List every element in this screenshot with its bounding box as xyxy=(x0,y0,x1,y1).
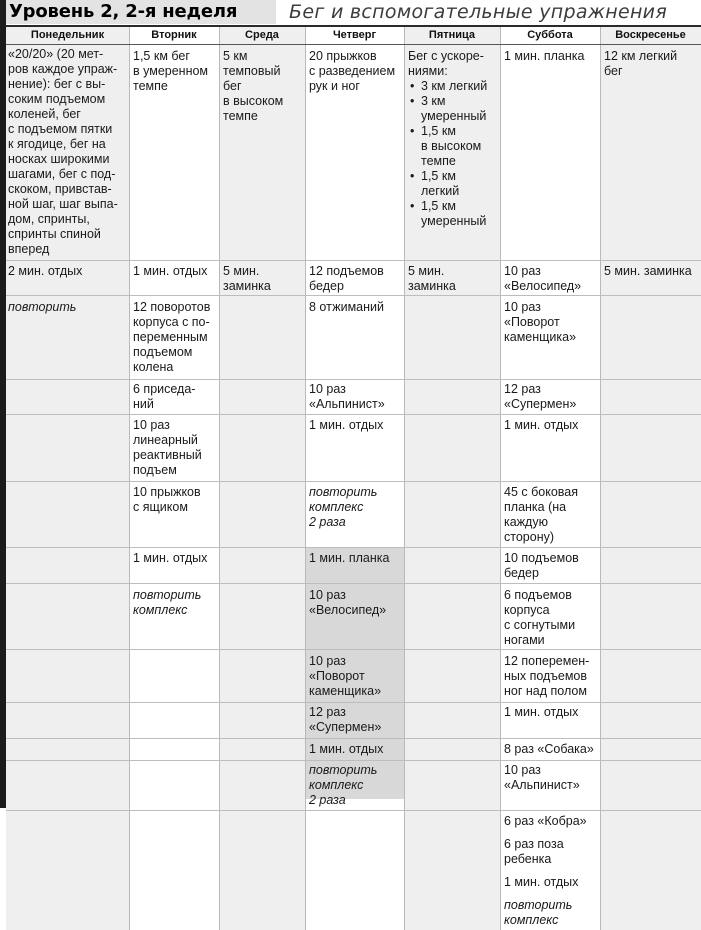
cell-line: 8 отжиманий xyxy=(309,300,384,314)
sat-rest-2 xyxy=(504,705,578,720)
cell-line: 20 прыжков xyxy=(309,49,377,63)
sat-knee-raises xyxy=(504,551,579,581)
column-separator xyxy=(129,27,130,930)
cell-line: планка (на xyxy=(504,500,567,514)
tue-squats xyxy=(133,382,195,412)
cell-line: темповый xyxy=(223,64,281,78)
cell-line: носках широкими xyxy=(8,152,110,166)
cell-line: 10 прыжков xyxy=(133,485,201,499)
cell-line: повторить xyxy=(309,485,378,499)
sat-child-pose xyxy=(504,837,564,867)
cell-line: 12 км легкий xyxy=(604,49,678,63)
sat-rest-3 xyxy=(504,875,578,890)
cell-line: переменным xyxy=(133,330,208,344)
wed-tempo-run xyxy=(223,49,283,124)
cell-line: 5 км xyxy=(223,49,248,63)
cell-line: дом, спринты, xyxy=(8,212,90,226)
header-underline xyxy=(6,44,701,45)
cell-line: каждую xyxy=(504,515,548,529)
cell-line: 1 мин. отдых xyxy=(309,742,384,756)
wed-cooldown xyxy=(223,264,271,294)
row-separator xyxy=(6,649,701,650)
row-separator xyxy=(6,583,701,584)
cell-line: 6 раз «Кобра» xyxy=(504,814,587,828)
page-subtitle: Бег и вспомогательные упражнения xyxy=(289,1,668,23)
thu-pushups xyxy=(309,300,384,315)
cell-line: с согнутыми xyxy=(504,618,576,632)
sat-crunches xyxy=(504,588,575,648)
column-separator xyxy=(500,27,501,930)
cell-line: 45 с боковая xyxy=(504,485,578,499)
bullet-dot-icon: • xyxy=(410,94,415,108)
row-separator xyxy=(6,810,701,811)
tue-rest-1 xyxy=(133,264,207,279)
cell-line: колена xyxy=(133,360,174,374)
sat-bicycle xyxy=(504,264,581,294)
cell-line: коленей, бег xyxy=(8,107,81,121)
cell-line: ний xyxy=(133,397,154,411)
cell-line: ног над полом xyxy=(504,684,587,698)
cell-line: комплекс xyxy=(309,778,364,792)
thu-rest-1 xyxy=(309,418,383,433)
fri-cooldown xyxy=(408,264,456,294)
day-header-sun: Воскресенье xyxy=(615,29,686,41)
bullet-dot-icon: • xyxy=(410,199,415,213)
fri-interval-line: 1,5 км xyxy=(421,199,456,213)
row-separator xyxy=(6,702,701,703)
sat-repeat-note xyxy=(504,898,572,928)
cell-line: 12 поворотов xyxy=(133,300,211,314)
cell-line: ров каждое упраж- xyxy=(8,62,118,76)
tue-rest-2 xyxy=(133,551,207,566)
thu-superman xyxy=(309,705,381,735)
cell-line: «Велосипед» xyxy=(309,603,387,617)
cell-line: 10 раз xyxy=(309,588,346,602)
sat-dog xyxy=(504,742,594,757)
cell-line: комплекс xyxy=(504,913,559,927)
cell-line: с разведением xyxy=(309,64,396,78)
cell-line: повторить xyxy=(309,763,378,777)
row-separator xyxy=(6,481,701,482)
cell-line: бег xyxy=(223,79,242,93)
thu-bicycle xyxy=(309,588,386,618)
cell-line: соким подъемом xyxy=(8,92,106,106)
cell-line: «Альпинист» xyxy=(309,397,385,411)
bullet-dot-icon: • xyxy=(410,169,415,183)
cell-line: 10 раз xyxy=(504,300,541,314)
sat-rest-1 xyxy=(504,418,578,433)
cell-line: 1 мин. отдых xyxy=(504,875,579,889)
thu-repeat-note-1 xyxy=(309,485,377,530)
row-separator xyxy=(6,295,701,296)
cell-line: 5 мин. заминка xyxy=(604,264,692,278)
cell-line: 1 мин. планка xyxy=(504,49,585,63)
cell-line: 10 раз xyxy=(309,654,346,668)
cell-line: каменщика» xyxy=(309,684,382,698)
cell-line: 6 подъемов xyxy=(504,588,572,602)
cell-line: каменщика» xyxy=(504,330,577,344)
thu-repeat-note-2 xyxy=(309,763,377,808)
mon-rest xyxy=(8,264,82,279)
fri-interval-line: легкий xyxy=(421,184,460,198)
column-bg-sat xyxy=(500,27,600,930)
cell-line: 10 раз xyxy=(133,418,170,432)
cell-line: заминка xyxy=(223,279,271,293)
row-separator xyxy=(6,414,701,415)
column-bg-tue xyxy=(129,27,219,930)
thu-plank xyxy=(309,551,389,566)
cell-line: 2 раза xyxy=(309,515,346,529)
row-separator xyxy=(6,260,701,261)
sat-mason-twist xyxy=(504,300,576,345)
cell-line: повторить xyxy=(133,588,202,602)
column-separator xyxy=(600,27,601,930)
bullet-dot-icon: • xyxy=(410,79,415,93)
cell-line: бедер xyxy=(309,279,344,293)
thu-mason-twist xyxy=(309,654,381,699)
cell-line: 1 мин. отдых xyxy=(504,418,579,432)
row-separator xyxy=(6,547,701,548)
column-separator xyxy=(219,27,220,930)
cell-line: 8 раз «Собака» xyxy=(504,742,594,756)
cell-line: 2 раза xyxy=(309,793,346,807)
cell-line: спринты спиной xyxy=(8,227,101,241)
thu-rest-2 xyxy=(309,742,383,757)
column-separator xyxy=(404,27,405,930)
tue-box-jumps xyxy=(133,485,201,515)
fri-interval-line: 3 км xyxy=(421,94,446,108)
cell-line: линеарный xyxy=(133,433,198,447)
cell-line: комплекс xyxy=(309,500,364,514)
mon-repeat-note xyxy=(8,300,76,315)
cell-line: вперед xyxy=(8,242,50,256)
cell-line: «20/20» (20 мет- xyxy=(8,47,104,61)
cell-line: комплекс xyxy=(133,603,188,617)
cell-line: сторону) xyxy=(504,530,555,544)
cell-line: к ягодице, бег на xyxy=(8,137,106,151)
cell-line: 1 мин. отдых xyxy=(133,264,208,278)
fri-interval-line: 1,5 км xyxy=(421,169,456,183)
page-title: Уровень 2, 2-я неделя xyxy=(9,1,238,22)
cell-line: 1 мин. отдых xyxy=(309,418,384,432)
sat-side-plank xyxy=(504,485,578,545)
cell-line: 12 раз xyxy=(504,382,541,396)
sat-plank xyxy=(504,49,584,64)
cell-line: корпуса с по- xyxy=(133,315,210,329)
fri-interval-line: в высоком xyxy=(421,139,482,153)
cell-line: 1 мин. отдых xyxy=(133,551,208,565)
cell-line: бедер xyxy=(504,566,539,580)
cell-line: реактивный xyxy=(133,448,202,462)
cell-line: «Поворот xyxy=(309,669,365,683)
tue-run xyxy=(133,49,208,94)
sat-cobra xyxy=(504,814,587,829)
page-header xyxy=(6,0,701,24)
day-header-sat: Суббота xyxy=(527,29,573,41)
row-separator xyxy=(6,379,701,380)
cell-line: ребенка xyxy=(504,852,552,866)
cell-line: 5 мин. xyxy=(408,264,445,278)
sun-cooldown xyxy=(604,264,692,279)
sun-easy-run xyxy=(604,49,677,79)
fri-interval-line: темпе xyxy=(421,154,456,168)
thu-knee-raises xyxy=(309,264,384,294)
row-separator xyxy=(6,738,701,739)
cell-line: «Супермен» xyxy=(309,720,382,734)
fri-intervals-intro xyxy=(408,49,484,79)
cell-line: нение): бег с вы- xyxy=(8,77,106,91)
cell-line: «Альпинист» xyxy=(504,778,580,792)
cell-line: темпе xyxy=(133,79,168,93)
day-header-wed: Среда xyxy=(245,29,279,41)
column-separator xyxy=(305,27,306,930)
cell-line: ниями: xyxy=(408,64,448,78)
cell-line: бег xyxy=(604,64,623,78)
cell-line: 10 подъемов xyxy=(504,551,579,565)
cell-line: подъем xyxy=(133,463,177,477)
cell-line: 10 раз xyxy=(309,382,346,396)
cell-line: 6 раз поза xyxy=(504,837,564,851)
cell-line: 12 поперемен- xyxy=(504,654,590,668)
fri-interval-line: 3 км легкий xyxy=(421,79,488,93)
cell-line: повторить xyxy=(504,898,573,912)
fri-interval-line: умеренный xyxy=(421,109,487,123)
cell-line: ногами xyxy=(504,633,545,647)
schedule-table xyxy=(6,27,701,930)
cell-line: «Велосипед» xyxy=(504,279,582,293)
cell-line: 12 подъемов xyxy=(309,264,384,278)
fri-interval-line: 1,5 км xyxy=(421,124,456,138)
cell-line: ной шаг, шаг выпа- xyxy=(8,197,118,211)
cell-line: 1 мин. планка xyxy=(309,551,390,565)
thu-jumping-jacks xyxy=(309,49,395,94)
cell-line: с ящиком xyxy=(133,500,188,514)
sat-leg-raises xyxy=(504,654,589,699)
cell-line: в высоком xyxy=(223,94,284,108)
cell-line: ных подъемов xyxy=(504,669,588,683)
cell-line: 6 приседа- xyxy=(133,382,196,396)
cell-line: темпе xyxy=(223,109,258,123)
cell-line: скоком, привстав- xyxy=(8,182,112,196)
day-header-tue: Вторник xyxy=(151,29,197,41)
sat-climber xyxy=(504,763,580,793)
cell-line: рук и ног xyxy=(309,79,360,93)
cell-line: 10 раз xyxy=(504,264,541,278)
cell-line: Бег с ускоре- xyxy=(408,49,484,63)
tue-repeat-note xyxy=(133,588,201,618)
cell-line: «Поворот xyxy=(504,315,560,329)
tue-reactive-jumps xyxy=(133,418,202,478)
cell-line: корпуса xyxy=(504,603,550,617)
tue-twists xyxy=(133,300,210,375)
cell-line: «Супермен» xyxy=(504,397,577,411)
cell-line: 5 мин. xyxy=(223,264,260,278)
cell-line: 12 раз xyxy=(309,705,346,719)
bullet-dot-icon: • xyxy=(410,124,415,138)
cell-line: подъемом xyxy=(133,345,193,359)
cell-line: заминка xyxy=(408,279,456,293)
day-header-fri: Пятница xyxy=(428,29,476,41)
cell-line: 2 мин. отдых xyxy=(8,264,83,278)
cell-line: повторить xyxy=(8,300,77,314)
sat-superman xyxy=(504,382,576,412)
column-bg-wed xyxy=(219,27,305,930)
day-header-thu: Четверг xyxy=(332,29,377,41)
day-header-mon: Понедельник xyxy=(30,29,105,41)
fri-interval-line: умеренный xyxy=(421,214,487,228)
row-separator xyxy=(6,760,701,761)
cell-line: с подъемом пятки xyxy=(8,122,113,136)
cell-line: в умеренном xyxy=(133,64,209,78)
cell-line: 1,5 км бег xyxy=(133,49,190,63)
thu-climber xyxy=(309,382,385,412)
cell-line: шагами, бег с под- xyxy=(8,167,116,181)
mon-warmup-drills xyxy=(8,47,118,257)
cell-line: 10 раз xyxy=(504,763,541,777)
cell-line: 1 мин. отдых xyxy=(504,705,579,719)
column-bg-sun xyxy=(600,27,701,930)
